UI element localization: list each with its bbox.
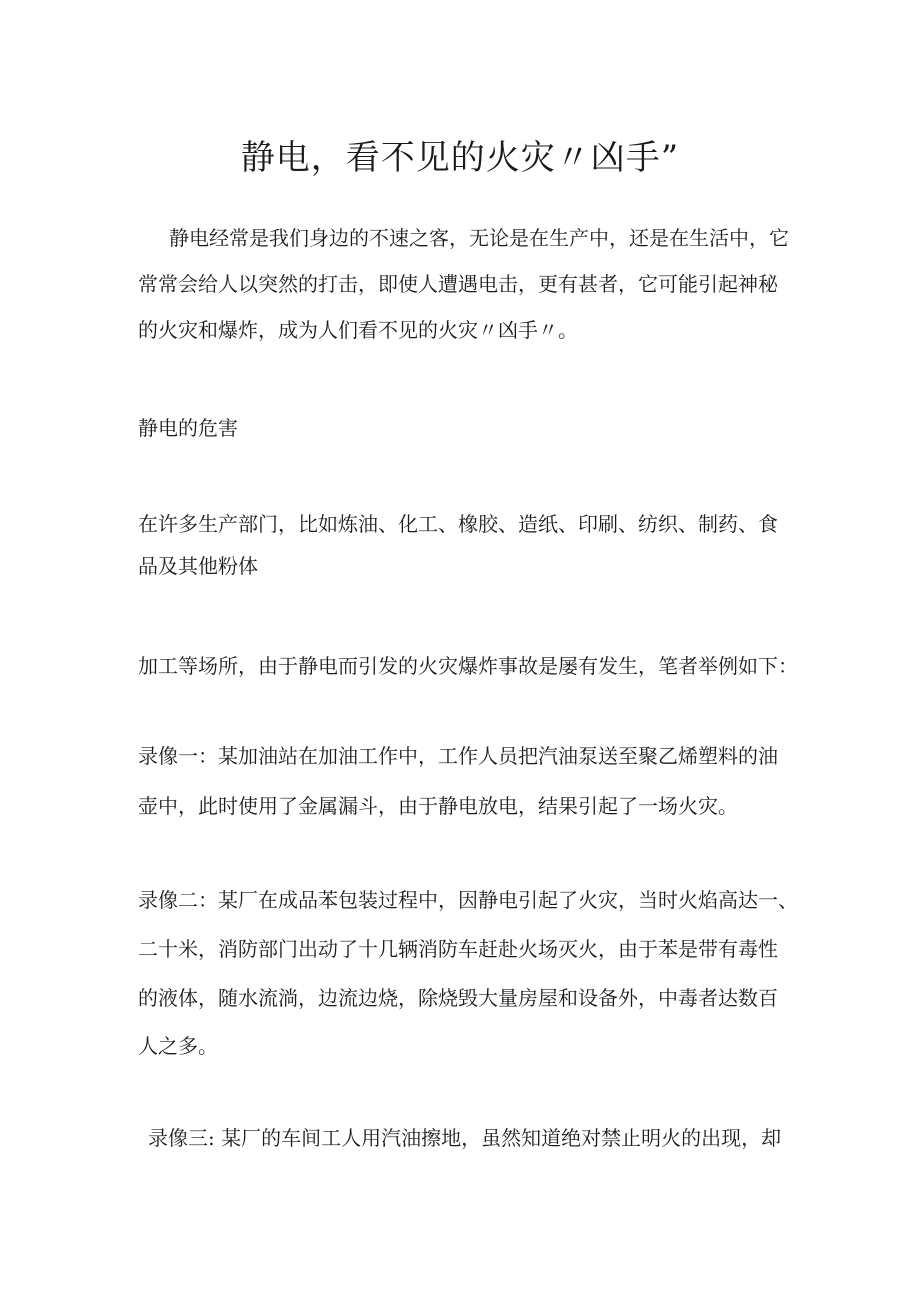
intro-line-3: 的火灾和爆炸，成为人们看不见的火灾〃凶手〃。 — [138, 318, 578, 342]
case2-line-1: 录像二：某厂在成品苯包装过程中，因静电引起了火灾，当时火焰高达一、 — [138, 888, 798, 912]
document-title: 静电，看不见的火灾〃凶手” — [240, 138, 680, 178]
places-line: 加工等场所，由于静电而引发的火灾爆炸事故是屡有发生，笔者举例如下： — [138, 654, 798, 678]
intro-line-2: 常常会给人以突然的打击，即使人遭遇电击，更有甚者，它可能引起神秘 — [138, 272, 778, 296]
case3-line-1: 录像三: 某厂的车间工人用汽油擦地，虽然知道绝对禁止明火的出现，却 — [148, 1126, 782, 1150]
industries-line-1: 在许多生产部门，比如炼油、化工、橡胶、造纸、印刷、纺织、制药、食 — [138, 512, 778, 536]
intro-line-1: 静电经常是我们身边的不速之客，无论是在生产中，还是在生活中，它 — [169, 226, 789, 250]
case2-line-4: 人之多。 — [138, 1034, 218, 1058]
case2-line-2: 二十米，消防部门出动了十几辆消防车赶赴火场灭火，由于苯是带有毒性 — [138, 937, 778, 961]
section-heading: 静电的危害 — [138, 416, 238, 440]
case2-line-3: 的液体，随水流淌，边流边烧，除烧毁大量房屋和设备外，中毒者达数百 — [138, 986, 778, 1010]
industries-line-2: 品及其他粉体 — [138, 554, 258, 578]
case1-line-2: 壶中，此时使用了金属漏斗，由于静电放电，结果引起了一场火灾。 — [138, 794, 738, 818]
case1-line-1: 录像一：某加油站在加油工作中，工作人员把汽油泵送至聚乙烯塑料的油 — [138, 744, 778, 768]
